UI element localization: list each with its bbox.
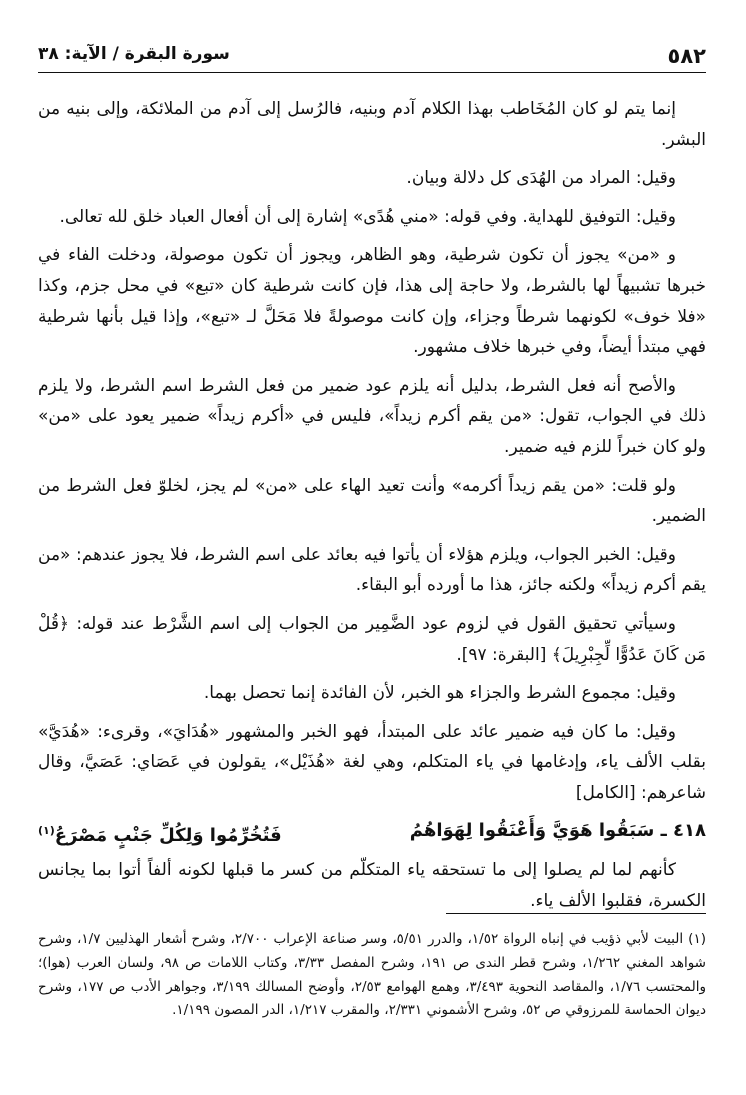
paragraph: وقيل: ما كان فيه ضمير عائد على المبتدأ، فهو الخبر والمشهور «هُدَايَ»، وقرىء: «هُدَيَّ» بقلب الألف ياء، وإدغامها في ياء المتكلم، وهي لغة «هُذَيْل»، يقولون في عَصَاي: عَصَيَّ، وقال شاعرهم: [الكامل] bbox=[38, 721, 706, 803]
page-number: ٥٨٢ bbox=[667, 44, 706, 68]
paragraph: وسيأتي تحقيق القول في لزوم عود الضَّمِير من الجواب إلى اسم الشَّرْط عند قوله: ﴿قُلْ مَن كَانَ عَدُوًّا لِّجِبْرِيلَ﴾ [البقرة: ٩٧]. bbox=[38, 613, 706, 665]
sura-title: سورة البقرة / الآية: ٣٨ bbox=[38, 44, 230, 64]
verse-first-hemistich: ٤١٨ ـ سَبَقُوا هَوَيَّ وَأَعْنَقُوا لِهَوَاهُمُ bbox=[409, 820, 706, 842]
paragraph: و «من» يجوز أن تكون شرطية، وهو الظاهر، ويجوز أن تكون موصولة، ودخلت الفاء في خبرها تشبيهاً لها بالشرط، ولا حاجة إلى هذا، فإن كانت شرطية كان «تبع» في محل جزم، وكذا «فلا خوف» لكونهما شرطاً وجزاء، وإن كانت موصولةً فلا مَحَلَّ لـ «تبع»، وإذا قيل بأنها شرطية فهي مبتدأ أيضاً، وفي خبرها خلاف مشهور. bbox=[38, 245, 706, 358]
closing-paragraph: كأنهم لما لم يصلوا إلى ما تستحقه ياء المتكلّم من كسر ما قبلها لكونه ألفاً أتوا بما يجانس الكسرة، فقلبوا الألف ياء. bbox=[38, 860, 706, 912]
paragraph: ولو قلت: «من يقم زيداً أكرمه» وأنت تعيد الهاء على «من» لم يجز، لخلوّ فعل الشرط من الضمير. bbox=[38, 475, 706, 527]
main-text bbox=[38, 94, 706, 925]
verse-second-hemistich: فَتُخُرِّمُوا وَلِكُلِّ جَنْبٍ مَصْرَعُ$^{(١)}$ bbox=[38, 824, 282, 847]
paragraph: وقيل: الخبر الجواب، ويلزم هؤلاء أن يأتوا فيه بعائد على اسم الشرط، فلا يجوز عندهم: «من يقم أكرم زيداً» ولكنه جائز، هذا ما أورده أبو البقاء. bbox=[38, 544, 706, 596]
footnote-reference: (١) bbox=[38, 824, 55, 838]
paragraph: وقيل: مجموع الشرط والجزاء هو الخبر، لأن الفائدة إنما تحصل بهما. bbox=[203, 683, 676, 704]
paragraph: والأصح أنه فعل الشرط، بدليل أنه يلزم عود ضمير من فعل الشرط اسم الشرط، ولا يلزم ذلك في الجواب، تقول: «من يقم أكرم زيداً»، فليس في «أكرم زيداً» ضمير يعود على «من» ولو كان خبراً للزم فيه ضمير. bbox=[38, 375, 706, 457]
footnote: (١) البيت لأبي ذؤيب في إنباه الرواة ١/٥٢، والدرر ٥/٥١، وسر صناعة الإعراب ٢/٧٠٠، وشرح أشعار الهذليين ١/٧، وشرح شواهد المغني ١/٢٦٢، وشرح قطر الندى ص ١٩١، وشرح المفصل ٣/٣٣، وكتاب اللامات ص ٩٨، ولسان العرب (هوا)؛ والمحتسب ١/٧٦، والمقاصد النحوية ٣/٤٩٣، وهمع الهوامع ٢/٥٣، وأوضح المسالك ٣/١٩٩، وجواهر الأدب ص ١٧٧، وشرح ديوان الحماسة للمرزوقي ص ٥٢، وشرح الأشموني ٢/٣٣١، والمقرب ١/٢١٧، الدر المصون ١/١٩٩. bbox=[38, 931, 706, 1019]
paragraph: وقيل: التوفيق للهداية. وفي قوله: «مني هُدًى» إشارة إلى أن أفعال العباد خلق لله تعالى. bbox=[59, 206, 676, 227]
paragraph: إنما يتم لو كان المُخَاطب بهذا الكلام آدم وبنيه، فالرُسل إلى آدم من الملائكة، وإلى بنيه من البشر. bbox=[38, 99, 706, 150]
poetry-verse bbox=[38, 816, 706, 851]
paragraph: وقيل: المراد من الهُدَى كل دلالة وبيان. bbox=[406, 168, 676, 189]
footnote-divider bbox=[446, 913, 706, 914]
running-header bbox=[38, 38, 706, 73]
